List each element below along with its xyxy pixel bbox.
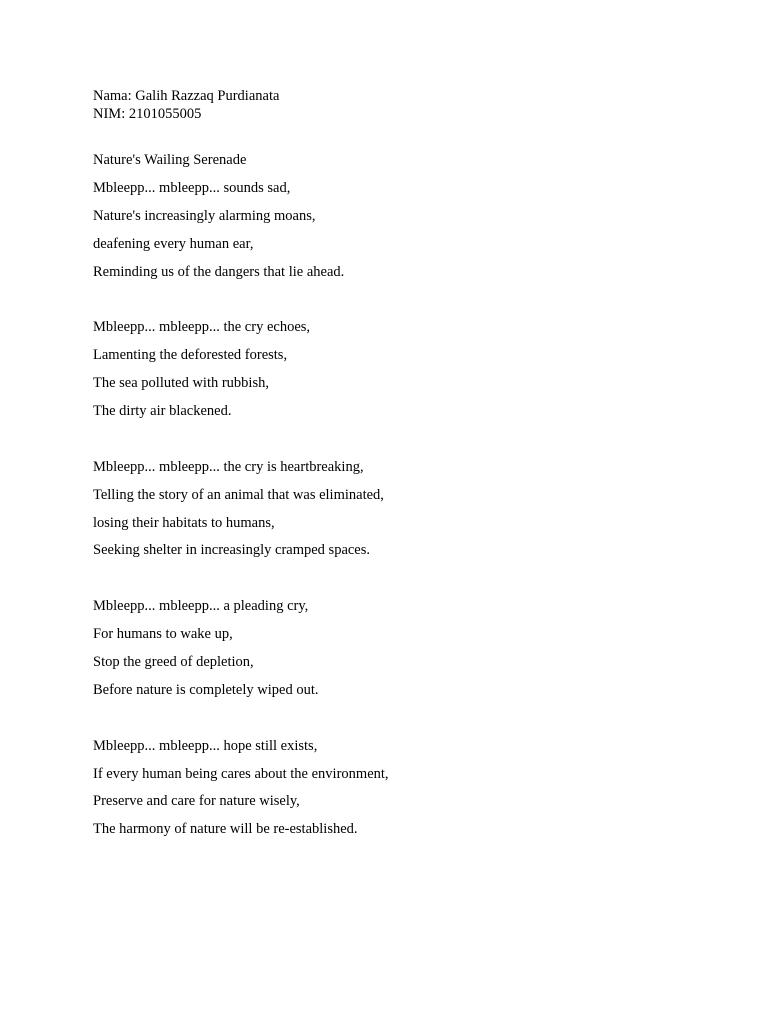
poem-line: Mbleepp... mbleepp... sounds sad,: [93, 179, 291, 196]
poem-line: If every human being cares about the environment,: [93, 765, 389, 782]
poem-line: Before nature is completely wiped out.: [93, 681, 319, 698]
poem-line: For humans to wake up,: [93, 626, 233, 643]
stanza-break: [93, 708, 389, 736]
poem-line: Mbleepp... mbleepp... a pleading cry,: [93, 598, 309, 615]
stanza-break: [93, 568, 389, 596]
poem-line: Stop the greed of depletion,: [93, 654, 254, 671]
poem-line: The harmony of nature will be re-established.: [93, 821, 358, 838]
poem-line: losing their habitats to humans,: [93, 514, 275, 531]
stanza-3: [93, 457, 389, 569]
poem-line: Preserve and care for nature wisely,: [93, 793, 300, 810]
poem-title: Nature's Wailing Serenade: [93, 152, 247, 168]
author-header: [93, 87, 279, 123]
poem-line: Mbleepp... mbleepp... the cry echoes,: [93, 319, 311, 336]
poem-line: Seeking shelter in increasingly cramped spaces.: [93, 542, 371, 559]
poem-line: Nature's increasingly alarming moans,: [93, 207, 316, 224]
poem-line: Mbleepp... mbleepp... hope still exists,: [93, 737, 318, 754]
stanza-4: [93, 596, 389, 708]
author-name: Nama: Galih Razzaq Purdianata: [93, 88, 280, 104]
poem: [93, 150, 389, 847]
stanza-break: [93, 429, 389, 457]
poem-line: The dirty air blackened.: [93, 403, 232, 420]
poem-line: Telling the story of an animal that was eliminated,: [93, 486, 384, 503]
stanza-5: [93, 736, 389, 848]
poem-line: The sea polluted with rubbish,: [93, 375, 269, 392]
stanza-break: [93, 289, 389, 317]
poem-line: Lamenting the deforested forests,: [93, 347, 288, 364]
stanza-1: [93, 178, 389, 290]
student-id: NIM: 2101055005: [93, 106, 202, 122]
poem-line: Reminding us of the dangers that lie ahead.: [93, 263, 345, 280]
stanza-2: [93, 317, 389, 429]
poem-line: deafening every human ear,: [93, 235, 254, 252]
poem-line: Mbleepp... mbleepp... the cry is heartbreaking,: [93, 458, 364, 475]
